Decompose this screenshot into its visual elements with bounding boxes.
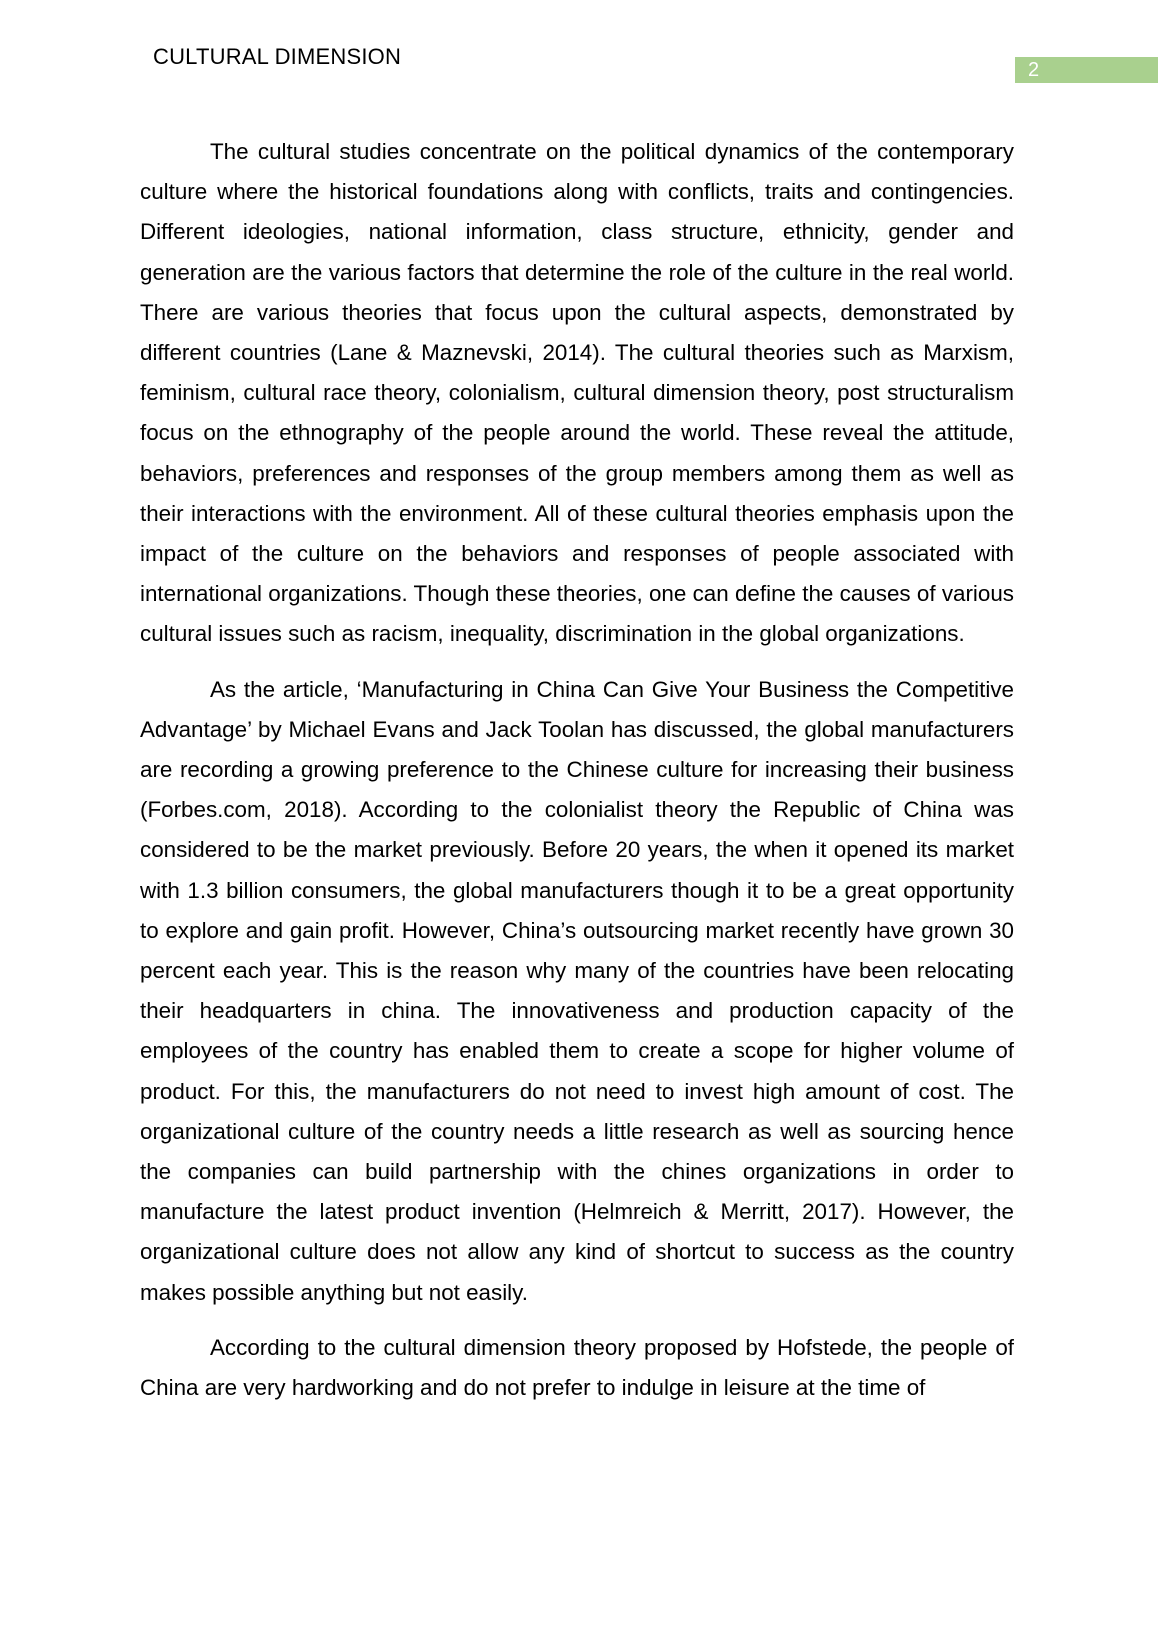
paragraph-cultural-studies: The cultural studies concentrate on the political dynamics of the contemporary culture where the historical foundations along with conflicts, traits and contingencies. Different ideologies, national information, class structure, ethnicity, gender and generation are the various factors that determine the role of the culture in the real world. There are various theories that focus upon the cultural aspects, demonstrated by different countries (Lane & Maznevski, 2014). The cultural theories such as Marxism, feminism, cultural race theory, colonialism, cultural dimension theory, post structuralism focus on the ethnography of the people around the world. These reveal the attitude, behaviors, preferences and responses of the group members among them as well as their interactions with the environment. All of these cultural theories emphasis upon the impact of the culture on the behaviors and responses of people associated with international organizations. Though these theories, one can define the causes of various cultural issues such as racism, inequality, discrimination in the global organizations. bbox=[140, 139, 1014, 647]
document-body bbox=[140, 132, 1014, 1408]
page-number-bar bbox=[1015, 57, 1158, 83]
running-head-title: CULTURAL DIMENSION bbox=[153, 44, 402, 69]
paragraph-manufacturing-in-china: As the article, ‘Manufacturing in China Can Give Your Business the Competitive Advantage’ by Michael Evans and Jack Toolan has discussed, the global manufacturers are recording a growing preference to the Chinese culture for increasing their business (Forbes.com, 2018). According to the colonialist theory the Republic of China was considered to be the market previously. Before 20 years, the when it opened its market with 1.3 billion consumers, the global manufacturers though it to be a great opportunity to explore and gain profit. However, China’s outsourcing market recently have grown 30 percent each year. This is the reason why many of the countries have been relocating their headquarters in china. The innovativeness and production capacity of the employees of the country has enabled them to create a scope for higher volume of product. For this, the manufacturers do not need to invest high amount of cost. The organizational culture of the country needs a little research as well as sourcing hence the companies can build partnership with the chines organizations in order to manufacture the latest product invention (Helmreich & Merritt, 2017). However, the organizational culture does not allow any kind of shortcut to success as the country makes possible anything but not easily. bbox=[140, 676, 1014, 1305]
page-number: 2 bbox=[1028, 59, 1040, 81]
paragraph-cultural-dimension-theory: According to the cultural dimension theory proposed by Hofstede, the people of China are very hardworking and do not prefer to indulge in leisure at the time of bbox=[140, 1334, 1014, 1401]
